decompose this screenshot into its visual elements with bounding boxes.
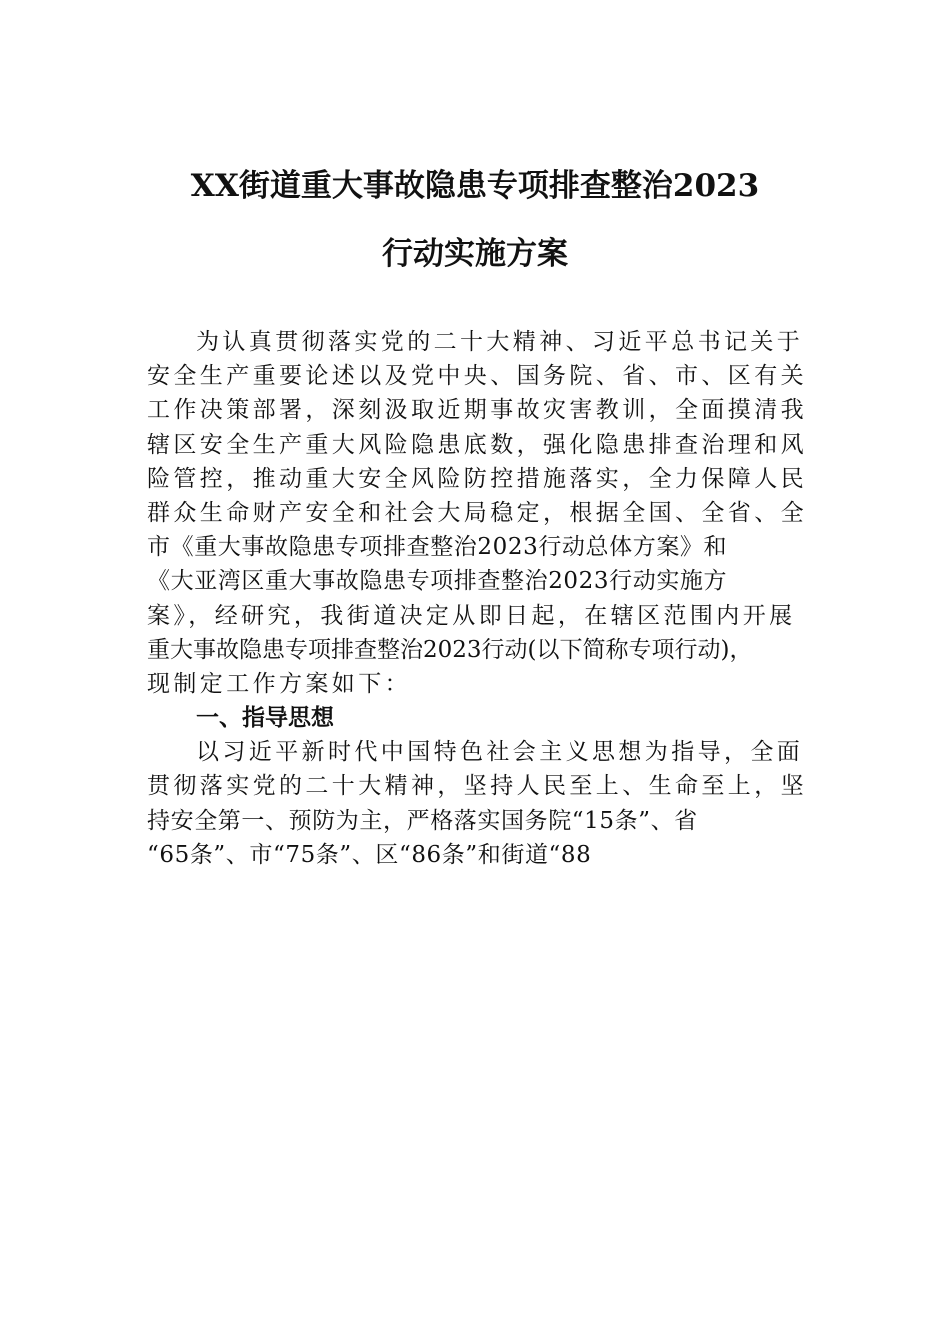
document-title-line-1: XX街道重大事故隐患专项排查整治2023 <box>190 168 760 204</box>
paragraph-1-line: 辖区安全生产重大风险隐患底数，强化隐患排查治理和风 <box>147 431 807 458</box>
paragraph-1-line: 安全生产重要论述以及党中央、国务院、省、市、区有关 <box>147 363 807 390</box>
paragraph-1-line: 市《重大事故隐患专项排查整治2023行动总体方案》和 <box>147 534 728 561</box>
paragraph-1-line: 工作决策部署，深刻汲取近期事故灾害教训，全面摸清我 <box>147 397 807 424</box>
paragraph-2-line: “65条”、市“75条”、区“86条”和街道“88 <box>147 841 592 868</box>
paragraph-1-line: 险管控，推动重大安全风险防控措施落实，全力保障人民 <box>147 465 807 492</box>
paragraph-1-line: 现制定工作方案如下： <box>147 670 411 697</box>
paragraph-1-line: 《大亚湾区重大事故隐患专项排查整治2023行动实施方 <box>147 568 728 595</box>
document-title-line-2: 行动实施方案 <box>382 236 568 272</box>
paragraph-1-line: 群众生命财产安全和社会大局稳定，根据全国、全省、全 <box>147 499 807 526</box>
paragraph-1-line: 重大事故隐患专项排查整治2023行动(以下简称专项行动)， <box>147 636 753 663</box>
paragraph-1-line: 为认真贯彻落实党的二十大精神、习近平总书记关于 <box>196 329 804 355</box>
paragraph-2-line: 贯彻落实党的二十大精神，坚持人民至上、生命至上，坚 <box>147 773 807 800</box>
paragraph-1-line: 案》，经研究，我街道决定从即日起，在辖区范围内开展 <box>147 602 796 629</box>
document-body <box>147 325 847 872</box>
paragraph-2-line: 持安全第一、预防为主，严格落实国务院“15条”、省 <box>147 807 698 834</box>
paragraph-2-line: 以习近平新时代中国特色社会主义思想为指导，全面 <box>196 739 804 766</box>
section-heading: 一、指导思想 <box>196 705 334 732</box>
